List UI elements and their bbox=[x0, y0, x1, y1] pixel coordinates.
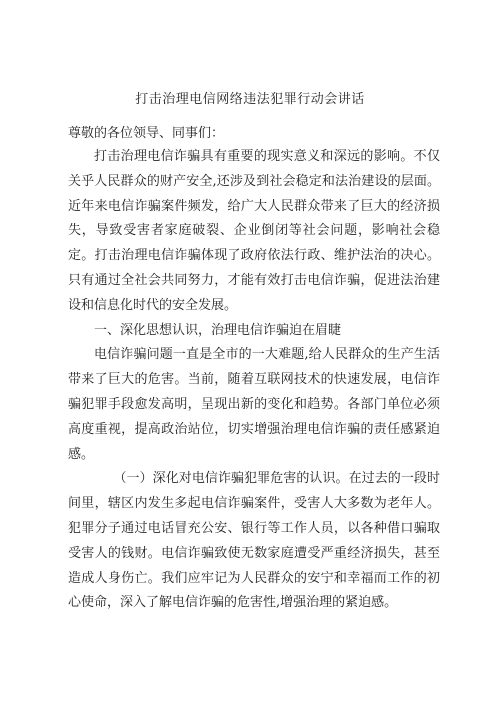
section-heading-1: 一、深化思想认识，治理电信诈骗迫在眉睫 bbox=[94, 322, 342, 338]
document-body bbox=[68, 145, 440, 616]
salutation: 尊敬的各位领导、同事们： bbox=[68, 126, 225, 141]
document-title: 打击治理电信网络违法犯罪行动会讲话 bbox=[135, 92, 365, 107]
paragraph-section-1: 电信诈骗问题一直是全市的一大难题,给人民群众的生产生活带来了巨大的危害。当前，随着互联网技术的快速发展，电信诈骗犯罪手段愈发高明，呈现出新的变化和趋势。各部门单位必须高度重视，提高政治站位，切实增强治理电信诈骗的责任感紧迫感。 bbox=[68, 347, 440, 462]
paragraph-intro: 打击治理电信诈骗具有重要的现实意义和深远的影响。不仅关乎人民群众的财产安全,还涉及到社会稳定和法治建设的层面。近年来电信诈骗案件频发，给广大人民群众带来了巨大的经济损失，导致受害者家庭破裂、企业倒闭等社会问题，影响社会稳定。打击治理电信诈骗体现了政府依法行政、维护法治的决心。只有通过全社会共同努力，才能有效打击电信诈骗，促进法治建设和信息化时代的安全发展。 bbox=[68, 149, 440, 313]
paragraph-subsection-1: （一）深化对电信诈骗犯罪危害的认识。在过去的一段时间里，辖区内发生多起电信诈骗案件，受害人大多数为老年人。犯罪分子通过电话冒充公安、银行等工作人员，以各种借口骗取受害人的钱财。电信诈骗致使无数家庭遭受严重经济损失，甚至造成人身伤亡。我们应牢记为人民群众的安宁和幸福而工作的初心使命，深入了解电信诈骗的危害性,增强治理的紧迫感。 bbox=[68, 471, 440, 611]
